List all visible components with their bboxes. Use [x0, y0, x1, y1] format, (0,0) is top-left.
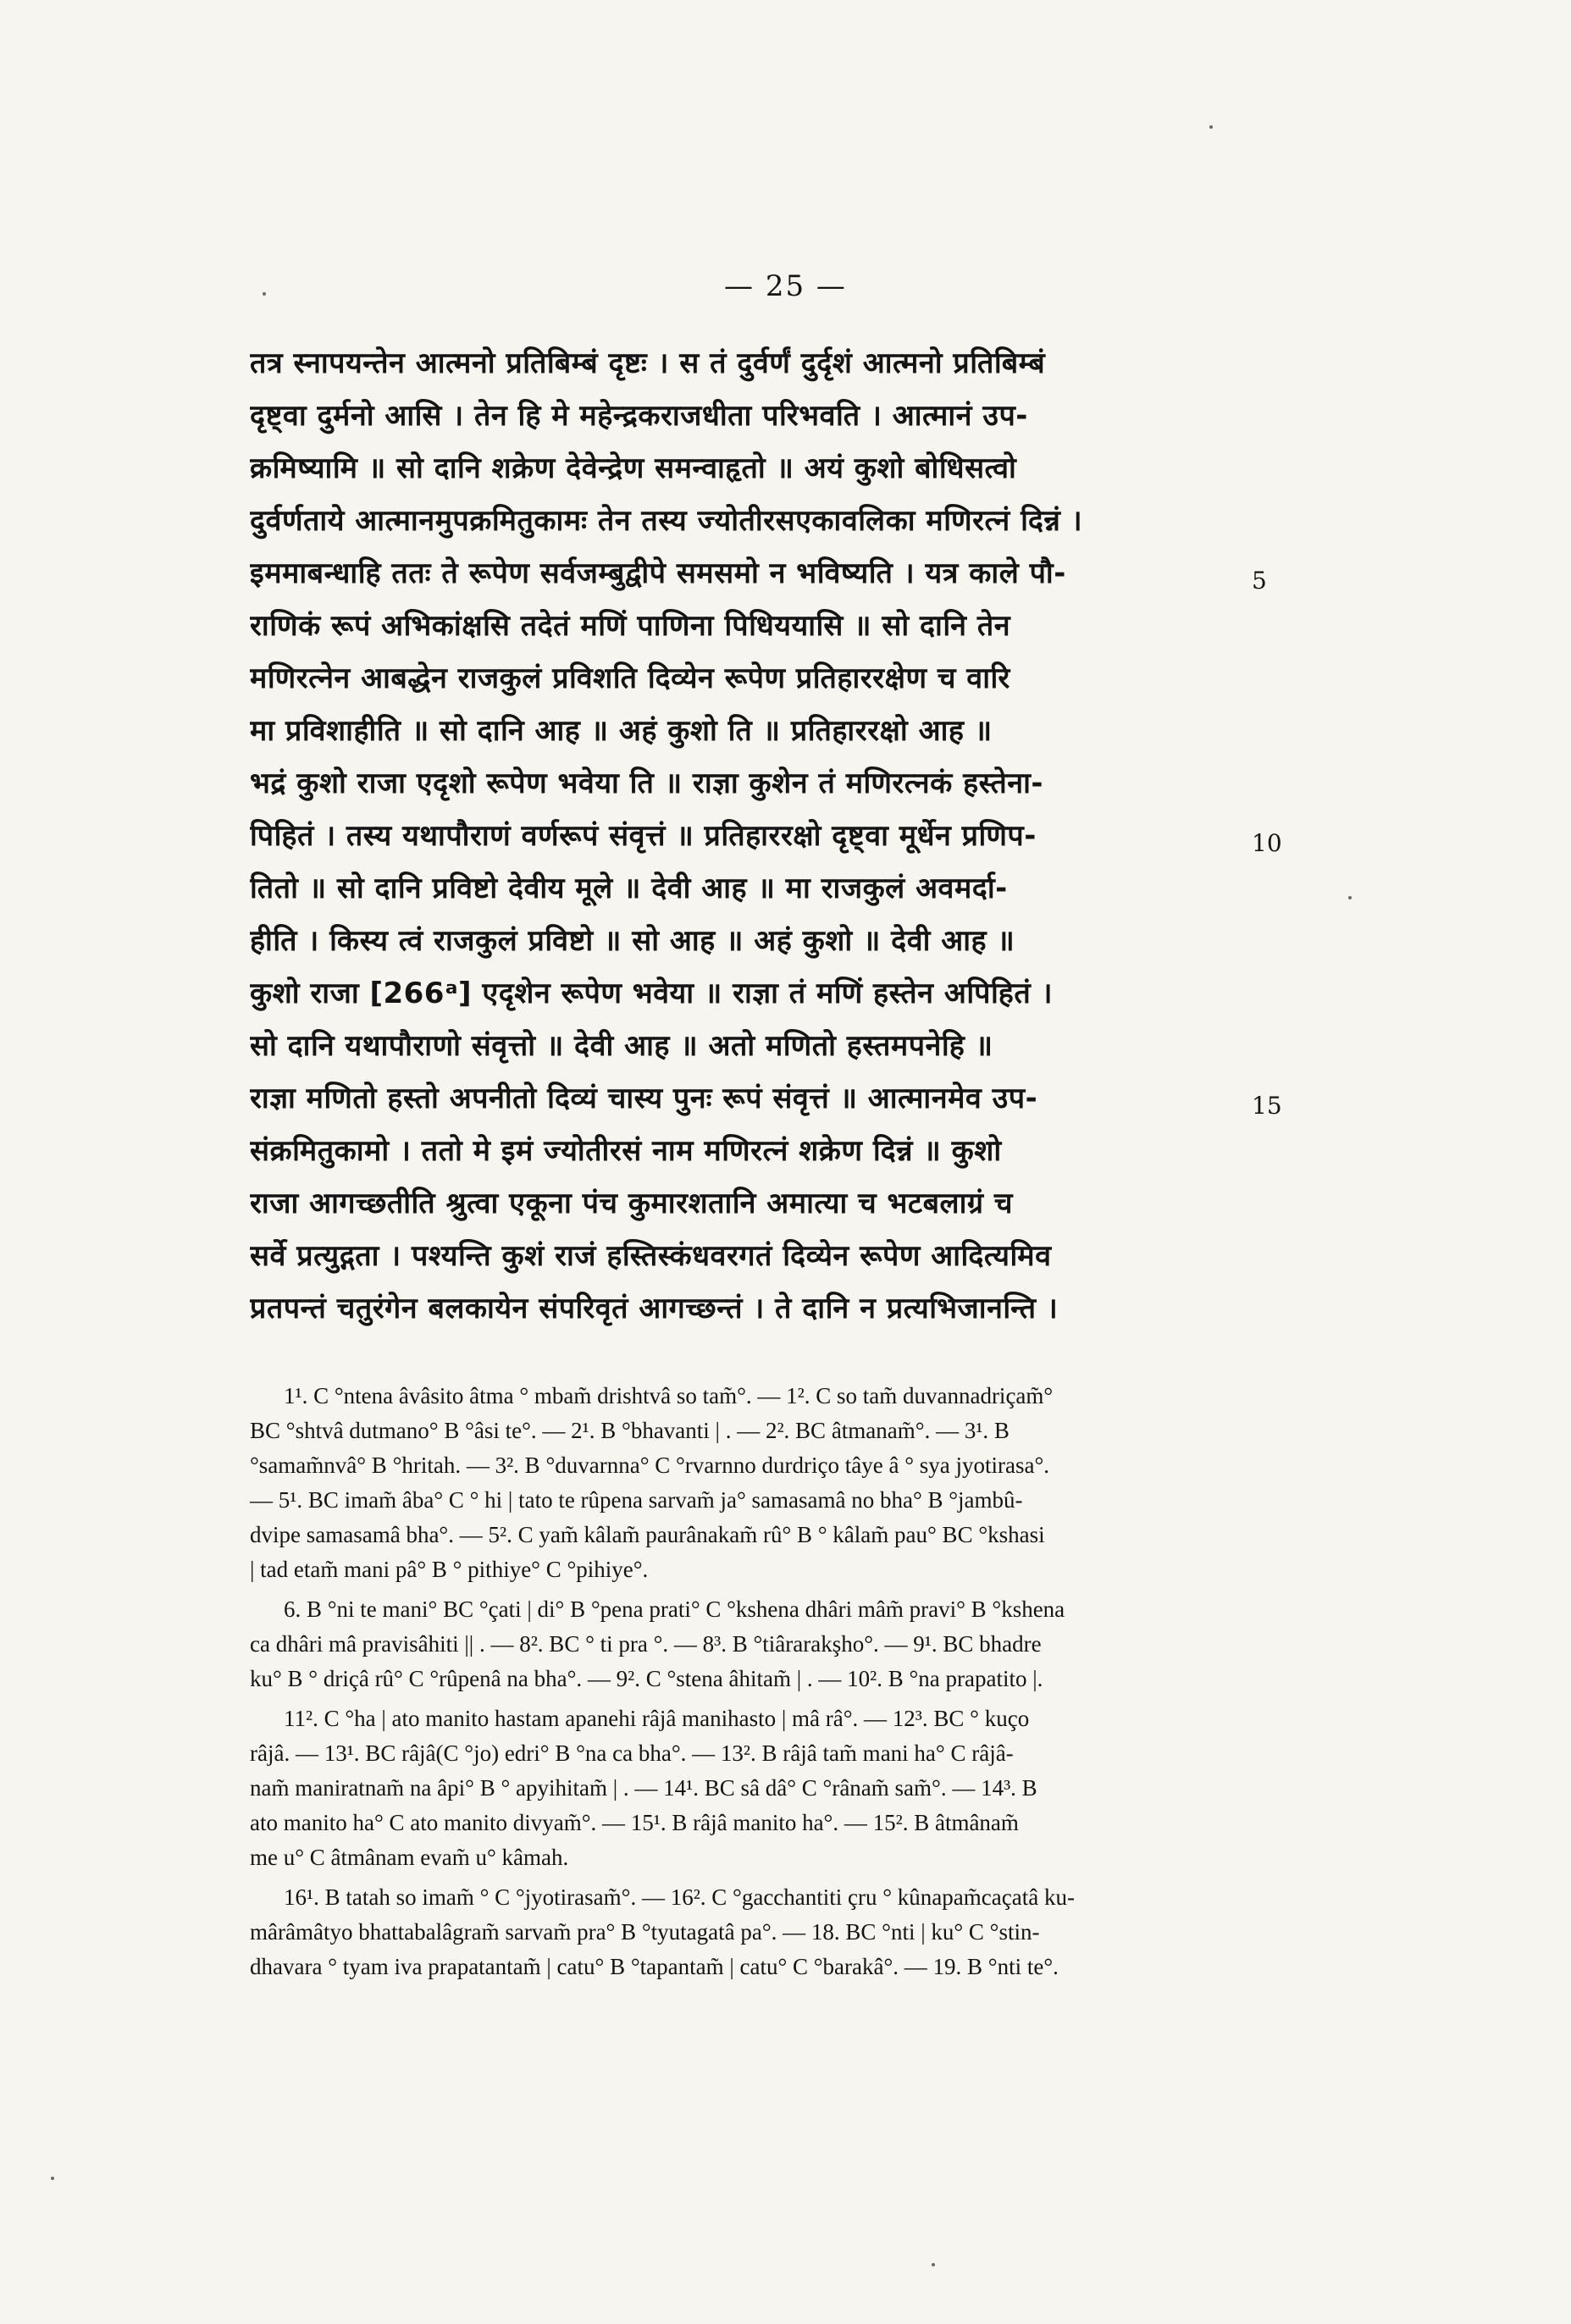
footnote-line: 6. B °ni te mani° BC °çati | di° B °pena prati° C °kshena dhâri mâm̃ pravi° B °kshena — [284, 1596, 1065, 1622]
footnote-line: °samam̃nvâ° B °hritah. — 3². B °duvarnna° C °rvarnno durdriço tâye â ° sya jyotirasa°. — [250, 1452, 1049, 1478]
text-line: सो दानि यथापौराणो संवृत्तो ॥ देवी आह ॥ अतो मणितो हस्तमपनेहि ॥ — [250, 1029, 993, 1063]
text-line: प्रतपन्तं चतुरंगेन बलकायेन संपरिवृतं आगच्छन्तं । ते दानि न प्रत्यभिजानन्ति । — [250, 1292, 1059, 1325]
footnote-line: 11². C °ha | ato manito hastam apanehi râjâ manihasto | mâ râ°. — 12³. BC ° kuço — [284, 1706, 1030, 1731]
scan-speck — [263, 292, 266, 296]
footnote-block — [250, 1379, 1275, 1587]
footnote-block — [250, 1592, 1275, 1696]
footnote-line: | tad etam̃ mani pâ° B ° pithiye° C °pihiye°. — [250, 1557, 649, 1582]
footnote-line: dvipe samasamâ bha°. — 5². C yam̃ kâlam̃ paurânakam̃ rû° B ° kâlam̃ pau° BC °kshasi — [250, 1522, 1045, 1547]
footnote-line: nam̃ maniratnam̃ na âpi° B ° apyihitam̃ | . — 14¹. BC sâ dâ° C °rânam̃ sam̃°. — 14³. B — [250, 1775, 1037, 1801]
main-sanskrit-text — [250, 337, 1275, 1335]
text-line: हीति । किस्य त्वं राजकुलं प्रविष्टो ॥ सो आह ॥ अहं कुशो ॥ देवी आह ॥ — [250, 924, 1015, 958]
footnote-line: BC °shtvâ dutmano° B °âsi te°. — 2¹. B °bhavanti | . — 2². BC âtmanam̃°. — 3¹. B — [250, 1418, 1010, 1443]
text-line: राज्ञा मणितो हस्तो अपनीतो दिव्यं चास्य पुनः रूपं संवृत्तं ॥ आत्मानमेव उप- — [250, 1082, 1038, 1115]
footnote-line: ato manito ha° C ato manito divyam̃°. — 15¹. B râjâ manito ha°. — 15². B âtmânam̃ — [250, 1810, 1019, 1835]
footnotes — [250, 1379, 1275, 1989]
text-line: कुशो राजा [266ᵃ] एदृशेन रूपेण भवेया ॥ राज्ञा तं मणिं हस्तेन अपिहितं । — [250, 977, 1053, 1010]
footnote-line: — 5¹. BC imam̃ âba° C ° hi | tato te rûpena sarvam̃ ja° samasamâ no bha° B °jambû- — [250, 1487, 1023, 1513]
text-line: तितो ॥ सो दानि प्रविष्टो देवीय मूले ॥ देवी आह ॥ मा राजकुलं अवमर्दा- — [250, 872, 1008, 905]
text-line: दृष्ट्वा दुर्मनो आसि । तेन हि मे महेन्द्रकराजधीता परिभवति । आत्मानं उप- — [250, 399, 1028, 433]
scan-speck — [51, 2177, 54, 2180]
scan-speck — [932, 2263, 935, 2266]
text-line: दुर्वर्णताये आत्मानमुपक्रमितुकामः तेन तस्य ज्योतीरसएकावलिका मणिरत्नं दिन्नं । — [250, 504, 1083, 538]
footnote-line: me u° C âtmânam evam̃ u° kâmah. — [250, 1845, 569, 1870]
text-line: भद्रं कुशो राजा एदृशो रूपेण भवेया ति ॥ राज्ञा कुशेन तं मणिरत्नकं हस्तेना- — [250, 766, 1044, 800]
footnote-line: ca dhâri mâ pravisâhiti || . — 8². BC ° ti pra °. — 8³. B °tiârarakşho°. — 9¹. BC bhadre — [250, 1631, 1042, 1657]
text-line: राणिकं रूपं अभिकांक्षसि तदेतं मणिं पाणिना पिधिययासि ॥ सो दानि तेन — [250, 609, 1011, 643]
text-line: सर्वे प्रत्युद्गता । पश्यन्ति कुशं राजं हस्तिस्कंधवरगतं दिव्येन रूपेण आदित्यमिव — [250, 1239, 1052, 1273]
footnote-block — [250, 1702, 1275, 1875]
footnote-line: dhavara ° tyam iva prapatantam̃ | catu° B °tapantam̃ | catu° C °barakâ°. — 19. B °nti te°. — [250, 1954, 1059, 1979]
text-line: तत्र स्नापयन्तेन आत्मनो प्रतिबिम्बं दृष्टः । स तं दुर्वर्णं दुर्दृशं आत्मनो प्रतिबिम्बं — [250, 346, 1046, 380]
scan-speck — [1348, 896, 1352, 899]
text-line: राजा आगच्छतीति श्रुत्वा एकूना पंच कुमारशतानि अमात्या च भटबलाग्रं च — [250, 1187, 1013, 1220]
text-line: मा प्रविशाहीति ॥ सो दानि आह ॥ अहं कुशो ति ॥ प्रतिहाररक्षो आह ॥ — [250, 714, 993, 748]
scan-speck — [1209, 125, 1213, 129]
line-number-15: 15 — [1252, 1092, 1282, 1120]
page-number: — 25 — — [724, 269, 847, 303]
footnote-line: râjâ. — 13¹. BC râjâ(C °jo) edri° B °na ca bha°. — 13². B râjâ tam̃ mani ha° C râjâ- — [250, 1740, 1014, 1766]
line-number-10: 10 — [1252, 829, 1282, 857]
footnote-line: 1¹. C °ntena âvâsito âtma ° mbam̃ drishtvâ so tam̃°. — 1². C so tam̃ duvannadriçam̃° — [284, 1383, 1054, 1408]
footnote-line: 16¹. B tatah so imam̃ ° C °jyotirasam̃°. — 16². C °gacchantiti çru ° kûnapam̃caçatâ ku- — [284, 1884, 1075, 1910]
footnote-line: mârâmâtyo bhattabalâgram̃ sarvam̃ pra° B °tyutagatâ pa°. — 18. BC °nti | ku° C °stin- — [250, 1919, 1040, 1945]
text-line: मणिरत्नेन आबद्धेन राजकुलं प्रविशति दिव्येन रूपेण प्रतिहाररक्षेण च वारि — [250, 661, 1010, 695]
line-number-5: 5 — [1252, 567, 1267, 595]
footnote-block — [250, 1880, 1275, 1984]
text-line: पिहितं । तस्य यथापौराणं वर्णरूपं संवृत्तं ॥ प्रतिहाररक्षो दृष्ट्वा मूर्धेन प्रणिप- — [250, 819, 1037, 853]
text-line: इममाबन्धाहि ततः ते रूपेण सर्वजम्बुद्वीपे समसमो न भविष्यति । यत्र काले पौ- — [250, 556, 1066, 590]
text-line: क्रमिष्यामि ॥ सो दानि शक्रेण देवेन्द्रेण समन्वाहृतो ॥ अयं कुशो बोधिसत्वो — [250, 451, 1017, 485]
text-line: संक्रमितुकामो । ततो मे इमं ज्योतीरसं नाम मणिरत्नं शक्रेण दिन्नं ॥ कुशो — [250, 1134, 1002, 1168]
footnote-line: ku° B ° driçâ rû° C °rûpenâ na bha°. — 9². C °stena âhitam̃ | . — 10². B °na prapatito |. — [250, 1666, 1043, 1691]
